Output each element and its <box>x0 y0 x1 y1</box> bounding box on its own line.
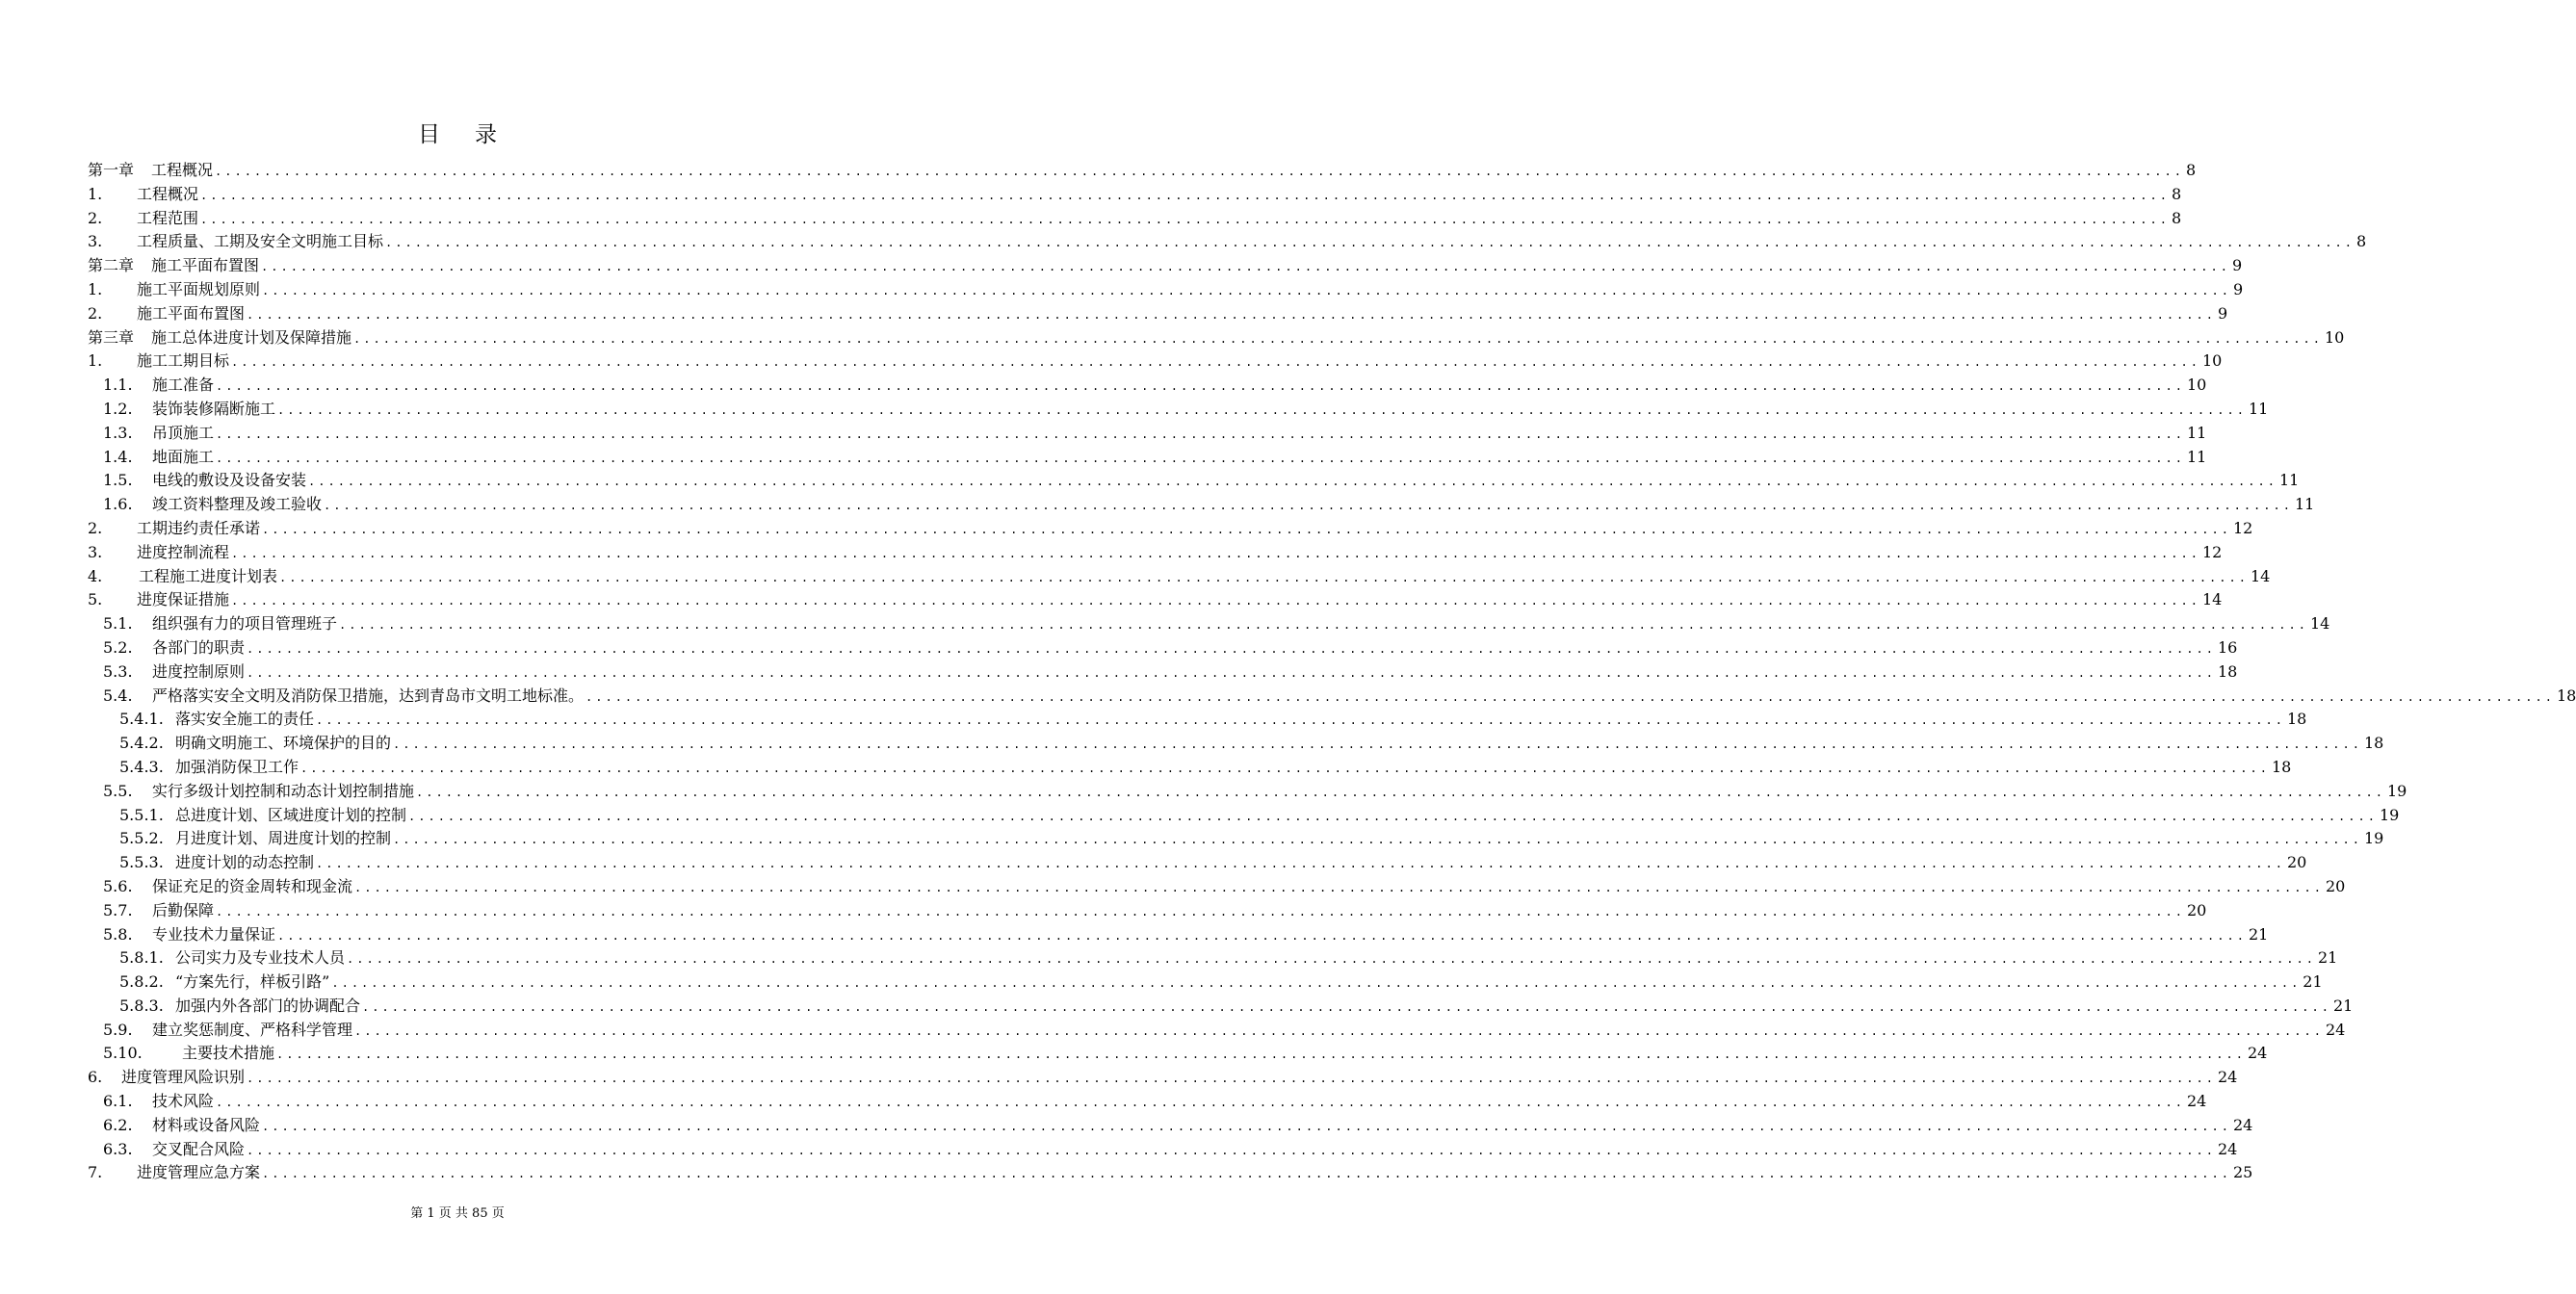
toc-entry-number: 5.5.1. <box>119 805 164 824</box>
toc-entry-title: 吊顶施工 <box>152 423 215 442</box>
toc-entry-number: 1.1. <box>103 375 133 395</box>
toc-title <box>0 116 915 148</box>
toc-entry-title: 进度控制流程 <box>137 542 230 561</box>
toc-entry[interactable] <box>88 230 2367 254</box>
toc-entry-page: 10 <box>2324 327 2345 347</box>
toc-entry-page: 24 <box>2247 1044 2268 1063</box>
toc-entry-title: 施工工期目标 <box>137 351 230 371</box>
toc-entry[interactable] <box>88 636 2238 660</box>
toc-entry-title: 后勤保障 <box>152 900 215 919</box>
toc-leader-dots: ........................................................................................................................................................................................................ <box>262 522 2231 536</box>
toc-entry-title: 工程概况 <box>137 184 199 203</box>
toc-entry-page: 8 <box>2171 208 2182 227</box>
toc-leader-dots: ........................................................................................................................................................................................................ <box>408 809 2378 823</box>
toc-entry-number: 5.4. <box>103 686 133 705</box>
toc-leader-dots: ........................................................................................................................................................................................................ <box>247 307 2216 322</box>
toc-entry-page: 24 <box>2217 1139 2238 1158</box>
toc-entry-number: 5. <box>88 590 103 609</box>
toc-entry-page: 20 <box>2186 900 2207 919</box>
toc-leader-dots: ........................................................................................................................................................................................................ <box>216 1096 2185 1110</box>
toc-entry[interactable] <box>88 780 2407 804</box>
toc-leader-dots: ........................................................................................................................................................................................................ <box>247 641 2216 656</box>
toc-leader-dots: ........................................................................................................................................................................................................ <box>385 236 2355 250</box>
toc-entry-page: 18 <box>2556 686 2576 705</box>
toc-entry-title: “方案先行，样板引路” <box>175 972 330 992</box>
toc-entry-number: 5.3. <box>103 661 133 681</box>
toc-entry-title: 实行多级计划控制和动态计划控制措施 <box>152 781 415 800</box>
toc-leader-dots: ........................................................................................................................................................................................................ <box>331 976 2302 991</box>
toc-entry[interactable] <box>88 732 2384 756</box>
toc-leader-dots: ........................................................................................................................................................................................................ <box>416 785 2385 799</box>
toc-entry-page: 14 <box>2201 590 2223 609</box>
toc-entry-page: 8 <box>2171 184 2182 203</box>
toc-entry-number: 5.9. <box>103 1020 133 1039</box>
toc-entry-page: 11 <box>2186 447 2207 466</box>
toc-entry-number: 第二章 <box>88 256 135 275</box>
toc-entry-page: 11 <box>2278 471 2300 490</box>
toc-entry-page: 8 <box>2355 232 2367 251</box>
toc-entry[interactable] <box>88 995 2354 1019</box>
toc-entry-title: 落实安全施工的责任 <box>175 710 315 729</box>
toc-entry-number: 1. <box>88 184 103 203</box>
toc-entry-page: 24 <box>2325 1020 2346 1039</box>
toc-entry[interactable] <box>88 1042 2268 1066</box>
toc-leader-dots: ........................................................................................................................................................................................................ <box>262 1119 2231 1133</box>
toc-entry-number: 5.8.3. <box>119 996 164 1015</box>
toc-entry-title: 进度管理应急方案 <box>137 1163 261 1182</box>
toc-entry-title: 工程施工进度计划表 <box>139 566 278 585</box>
toc-entry-number: 5.2. <box>103 637 133 657</box>
toc-entry-title: 建立奖惩制度、严格科学管理 <box>152 1020 353 1039</box>
toc-leader-dots: ........................................................................................................................................................................................................ <box>393 833 2362 847</box>
toc-entry-title: 施工平面布置图 <box>137 303 246 323</box>
toc-leader-dots: ........................................................................................................................................................................................................ <box>262 1167 2231 1181</box>
toc-entry-title: 主要技术措施 <box>182 1044 275 1063</box>
toc-entry-title: 工程质量、工期及安全文明施工目标 <box>137 232 384 251</box>
toc-leader-dots: ........................................................................................................................................................................................................ <box>277 928 2247 943</box>
toc-entry[interactable] <box>88 685 2576 709</box>
toc-entry-number: 5.5.2. <box>119 829 164 848</box>
toc-leader-dots: ........................................................................................................................................................................................................ <box>347 952 2316 967</box>
toc-entry-title: 总进度计划、区域进度计划的控制 <box>175 805 407 824</box>
toc-entry-title: 严格落实安全文明及消防保卫措施，达到青岛市文明工地标准。 <box>152 686 585 705</box>
toc-leader-dots: ........................................................................................................................................................................................................ <box>247 665 2216 680</box>
toc-entry[interactable] <box>88 851 2307 875</box>
toc-entry-page: 19 <box>2363 829 2384 848</box>
toc-entry[interactable] <box>88 946 2338 970</box>
toc-entry[interactable] <box>88 326 2345 350</box>
toc-entry-title: 施工总体进度计划及保障措施 <box>151 327 352 347</box>
toc-entry[interactable] <box>88 1138 2238 1162</box>
toc-entry-page: 11 <box>2186 423 2207 442</box>
toc-leader-dots: ........................................................................................................................................................................................................ <box>353 331 2323 346</box>
toc-entry-page: 10 <box>2186 375 2207 395</box>
toc-entry-number: 5.8. <box>103 924 133 944</box>
toc-entry-page: 20 <box>2325 876 2346 895</box>
toc-entry[interactable] <box>88 349 2223 374</box>
toc-entry[interactable] <box>88 302 2228 326</box>
toc-entry-number: 5.1. <box>103 614 133 634</box>
toc-entry[interactable] <box>88 422 2207 446</box>
toc-entry-title: 工期违约责任承诺 <box>137 518 261 537</box>
toc-entry-page: 21 <box>2332 996 2354 1015</box>
toc-entry-title: 施工平面布置图 <box>151 256 260 275</box>
toc-entry-number: 5.7. <box>103 900 133 919</box>
toc-leader-dots: ........................................................................................................................................................................................................ <box>231 594 2200 608</box>
toc-entry-title: 地面施工 <box>152 447 215 466</box>
toc-leader-dots: ........................................................................................................................................................................................................ <box>277 402 2247 417</box>
toc-entry-number: 5.6. <box>103 876 133 895</box>
toc-entry-title: 装饰装修隔断施工 <box>152 399 276 418</box>
toc-leader-dots: ........................................................................................................................................................................................................ <box>354 1023 2324 1038</box>
toc-entry-page: 12 <box>2201 542 2223 561</box>
toc-entry-number: 第一章 <box>88 161 135 179</box>
toc-entry-number: 5.4.3. <box>119 757 164 776</box>
toc-entry-page: 16 <box>2217 637 2238 657</box>
toc-entry-number: 1.5. <box>103 471 133 490</box>
toc-entry-number: 3. <box>88 542 103 561</box>
toc-entry[interactable] <box>88 446 2207 470</box>
toc-entry-title: 工程概况 <box>151 161 214 179</box>
toc-entry-title: 材料或设备风险 <box>152 1115 261 1134</box>
toc-entry[interactable] <box>88 1090 2207 1114</box>
toc-entry-number: 3. <box>88 232 103 251</box>
toc-entry-number: 1.3. <box>103 423 133 442</box>
toc-entry[interactable] <box>88 1066 2238 1090</box>
toc-entry-title: 进度保证措施 <box>137 590 230 609</box>
toc-entry-number: 5.10. <box>103 1044 143 1063</box>
toc-entry-page: 18 <box>2363 734 2384 753</box>
toc-entry[interactable] <box>88 159 2197 183</box>
table-of-contents <box>88 159 2576 1185</box>
toc-entry[interactable] <box>88 660 2238 685</box>
toc-entry[interactable] <box>88 756 2292 780</box>
toc-entry-title: 保证充足的资金周转和现金流 <box>152 876 353 895</box>
toc-entry-title: 月进度计划、周进度计划的控制 <box>175 829 392 848</box>
toc-entry-number: 6.1. <box>103 1092 133 1111</box>
toc-leader-dots: ........................................................................................................................................................................................................ <box>279 570 2249 584</box>
toc-entry-page: 21 <box>2303 972 2323 992</box>
toc-entry-page: 21 <box>2317 948 2338 968</box>
toc-entry-page: 14 <box>2309 614 2330 634</box>
toc-entry-number: 1.4. <box>103 447 133 466</box>
toc-leader-dots: ........................................................................................................................................................................................................ <box>393 738 2362 752</box>
toc-entry-number: 1. <box>88 351 103 371</box>
toc-entry-number: 5.8.1. <box>119 948 164 968</box>
toc-entry[interactable] <box>88 374 2207 398</box>
toc-entry-title: 交叉配合风险 <box>152 1139 246 1158</box>
toc-entry-title: 组织强有力的项目管理班子 <box>152 614 338 634</box>
toc-leader-dots: ........................................................................................................................................................................................................ <box>276 1048 2246 1062</box>
toc-leader-dots: ........................................................................................................................................................................................................ <box>216 427 2185 441</box>
toc-entry-page: 11 <box>2294 495 2315 514</box>
toc-leader-dots: ........................................................................................................................................................................................................ <box>231 546 2200 560</box>
toc-entry-page: 9 <box>2232 279 2244 298</box>
toc-entry-page: 9 <box>2231 256 2243 275</box>
toc-entry-number: 第三章 <box>88 327 135 347</box>
toc-leader-dots: ........................................................................................................................................................................................................ <box>200 188 2170 202</box>
toc-entry[interactable] <box>88 469 2300 493</box>
toc-leader-dots: ........................................................................................................................................................................................................ <box>247 1143 2216 1157</box>
toc-entry-title: 进度控制原则 <box>152 661 246 681</box>
toc-entry-title: 公司实力及专业技术人员 <box>175 948 346 968</box>
toc-entry-number: 4. <box>88 566 103 585</box>
toc-leader-dots: ........................................................................................................................................................................................................ <box>316 857 2285 871</box>
toc-entry-page: 18 <box>2286 710 2307 729</box>
toc-leader-dots: ........................................................................................................................................................................................................ <box>316 713 2285 728</box>
toc-entry[interactable] <box>88 541 2223 565</box>
toc-entry-title: 各部门的职责 <box>152 637 246 657</box>
toc-entry-title: 加强消防保卫工作 <box>175 757 299 776</box>
toc-entry-page: 8 <box>2185 161 2197 179</box>
toc-entry-page: 9 <box>2217 303 2228 323</box>
toc-entry[interactable] <box>88 612 2330 636</box>
toc-entry[interactable] <box>88 398 2269 422</box>
toc-entry-number: 5.8.2. <box>119 972 164 992</box>
toc-entry-title: 专业技术力量保证 <box>152 924 276 944</box>
toc-entry-title: 进度管理风险识别 <box>121 1068 246 1087</box>
toc-entry-number: 5.4.1. <box>119 710 164 729</box>
toc-entry-page: 12 <box>2232 518 2253 537</box>
toc-leader-dots: ........................................................................................................................................................................................................ <box>308 475 2277 489</box>
toc-leader-dots: ........................................................................................................................................................................................................ <box>216 904 2185 919</box>
toc-entry[interactable] <box>88 254 2243 278</box>
toc-entry-page: 21 <box>2248 924 2269 944</box>
toc-entry-number: 6. <box>88 1068 103 1087</box>
toc-leader-dots: ........................................................................................................................................................................................................ <box>324 499 2293 513</box>
toc-leader-dots: ........................................................................................................................................................................................................ <box>339 618 2308 633</box>
toc-entry-page: 11 <box>2248 399 2269 418</box>
toc-entry[interactable] <box>88 827 2384 851</box>
toc-leader-dots: ........................................................................................................................................................................................................ <box>585 689 2555 704</box>
toc-entry-title: 明确文明施工、环境保护的目的 <box>175 734 392 753</box>
toc-leader-dots: ........................................................................................................................................................................................................ <box>215 165 2184 178</box>
toc-entry-page: 25 <box>2232 1163 2253 1182</box>
toc-entry[interactable] <box>88 1161 2253 1185</box>
toc-entry-page: 20 <box>2286 853 2307 872</box>
toc-entry-number: 5.4.2. <box>119 734 164 753</box>
toc-entry-number: 5.5.3. <box>119 853 164 872</box>
toc-entry-page: 19 <box>2379 805 2400 824</box>
toc-entry-page: 18 <box>2271 757 2292 776</box>
toc-entry[interactable] <box>88 708 2307 732</box>
toc-entry-page: 14 <box>2250 566 2271 585</box>
toc-entry-title: 施工准备 <box>152 375 215 395</box>
toc-entry[interactable] <box>88 207 2182 231</box>
toc-entry[interactable] <box>88 1114 2253 1138</box>
toc-entry-number: 6.2. <box>103 1115 133 1134</box>
toc-entry-page: 18 <box>2217 661 2238 681</box>
toc-entry-number: 5.5. <box>103 781 133 800</box>
toc-entry[interactable] <box>88 588 2223 612</box>
toc-leader-dots: ........................................................................................................................................................................................................ <box>362 999 2331 1014</box>
toc-entry-page: 24 <box>2186 1092 2207 1111</box>
toc-entry[interactable] <box>88 278 2244 302</box>
toc-leader-dots: ........................................................................................................................................................................................................ <box>200 212 2170 226</box>
toc-entry[interactable] <box>88 923 2269 947</box>
title-char-1: 目 <box>418 122 440 147</box>
toc-entry[interactable] <box>88 970 2323 995</box>
toc-entry[interactable] <box>88 517 2253 541</box>
toc-entry-title: 施工平面规划原则 <box>137 279 261 298</box>
toc-leader-dots: ........................................................................................................................................................................................................ <box>300 761 2270 775</box>
toc-entry-title: 竣工资料整理及竣工验收 <box>152 495 323 514</box>
toc-entry-page: 10 <box>2201 351 2223 371</box>
toc-entry[interactable] <box>88 1019 2346 1043</box>
toc-entry-number: 1. <box>88 279 103 298</box>
toc-leader-dots: ........................................................................................................................................................................................................ <box>261 260 2230 274</box>
toc-entry-title: 电线的敷设及设备安装 <box>152 471 307 490</box>
toc-entry-number: 2. <box>88 303 103 323</box>
toc-entry-page: 24 <box>2217 1068 2238 1087</box>
toc-entry[interactable] <box>88 875 2346 899</box>
toc-leader-dots: ........................................................................................................................................................................................................ <box>231 355 2200 370</box>
page-footer: 第 1 页 共 85 页 <box>410 1206 505 1221</box>
toc-entry-number: 2. <box>88 518 103 537</box>
toc-entry[interactable] <box>88 899 2207 923</box>
toc-entry[interactable] <box>88 493 2315 517</box>
toc-leader-dots: ........................................................................................................................................................................................................ <box>216 379 2185 394</box>
toc-leader-dots: ........................................................................................................................................................................................................ <box>354 880 2324 894</box>
toc-entry-number: 1.2. <box>103 399 133 418</box>
toc-entry[interactable] <box>88 183 2182 207</box>
toc-entry[interactable] <box>88 804 2400 828</box>
toc-entry-title: 技术风险 <box>152 1092 215 1111</box>
toc-entry-number: 7. <box>88 1163 103 1182</box>
title-char-2: 录 <box>475 122 497 147</box>
toc-leader-dots: ........................................................................................................................................................................................................ <box>247 1072 2216 1086</box>
toc-entry-number: 2. <box>88 208 103 227</box>
toc-entry-page: 19 <box>2386 781 2407 800</box>
toc-leader-dots: ........................................................................................................................................................................................................ <box>216 451 2185 465</box>
toc-entry-title: 进度计划的动态控制 <box>175 853 315 872</box>
toc-entry-number: 1.6. <box>103 495 133 514</box>
toc-entry-title: 工程范围 <box>137 208 199 227</box>
toc-entry-number: 6.3. <box>103 1139 133 1158</box>
toc-leader-dots: ........................................................................................................................................................................................................ <box>262 283 2231 298</box>
toc-entry-title: 加强内外各部门的协调配合 <box>175 996 361 1015</box>
toc-entry[interactable] <box>88 565 2271 589</box>
toc-entry-page: 24 <box>2232 1115 2253 1134</box>
